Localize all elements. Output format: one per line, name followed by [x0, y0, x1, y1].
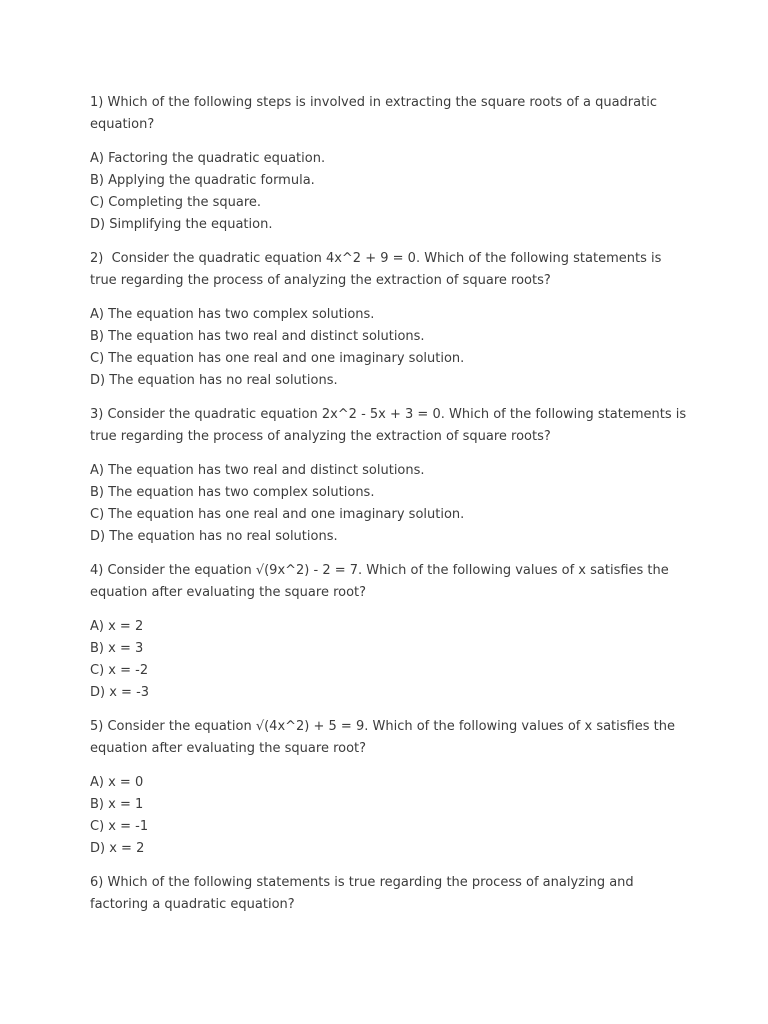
question-block-1 — [90, 92, 690, 236]
answer-options — [90, 460, 690, 548]
answer-option: D) x = -3 — [90, 685, 150, 700]
document-page — [90, 92, 690, 928]
answer-option: B) Applying the quadratic formula. — [90, 173, 315, 188]
answer-option: A) The equation has two complex solutions. — [90, 307, 375, 322]
answer-option: D) x = 2 — [90, 841, 145, 856]
answer-options — [90, 772, 690, 860]
answer-option: A) x = 2 — [90, 619, 144, 634]
question-text: 4) Consider the equation √(9x^2) - 2 = 7. Which of the following values of x satisfies the equation after evaluating the square root? — [90, 563, 673, 600]
question-text: 2) Consider the quadratic equation 4x^2 + 9 = 0. Which of the following statements is true regarding the process of analyzing the extraction of square roots? — [90, 251, 666, 288]
question-text: 6) Which of the following statements is true regarding the process of analyzing and factoring a quadratic equation? — [90, 875, 638, 912]
question-text: 3) Consider the quadratic equation 2x^2 - 5x + 3 = 0. Which of the following statements is true regarding the process of analyzing the extraction of square roots? — [90, 407, 691, 444]
question-block-6 — [90, 872, 690, 916]
answer-option: D) The equation has no real solutions. — [90, 373, 338, 388]
answer-option: A) The equation has two real and distinct solutions. — [90, 463, 425, 478]
question-text: 1) Which of the following steps is involved in extracting the square roots of a quadratic equation? — [90, 95, 662, 132]
answer-option: A) x = 0 — [90, 775, 144, 790]
question-block-2 — [90, 248, 690, 392]
answer-option: B) x = 1 — [90, 797, 144, 812]
question-block-5 — [90, 716, 690, 860]
answer-option: C) The equation has one real and one imaginary solution. — [90, 351, 465, 366]
answer-options — [90, 616, 690, 704]
answer-option: C) x = -1 — [90, 819, 149, 834]
answer-option: C) Completing the square. — [90, 195, 262, 210]
answer-option: D) Simplifying the equation. — [90, 217, 273, 232]
answer-options — [90, 148, 690, 236]
answer-option: A) Factoring the quadratic equation. — [90, 151, 326, 166]
question-text: 5) Consider the equation √(4x^2) + 5 = 9. Which of the following values of x satisfies the equation after evaluating the square root? — [90, 719, 680, 756]
question-block-3 — [90, 404, 690, 548]
answer-options — [90, 304, 690, 392]
answer-option: B) The equation has two complex solutions. — [90, 485, 375, 500]
answer-option: C) x = -2 — [90, 663, 149, 678]
answer-option: B) x = 3 — [90, 641, 144, 656]
answer-option: C) The equation has one real and one imaginary solution. — [90, 507, 465, 522]
answer-option: B) The equation has two real and distinct solutions. — [90, 329, 425, 344]
answer-option: D) The equation has no real solutions. — [90, 529, 338, 544]
question-block-4 — [90, 560, 690, 704]
